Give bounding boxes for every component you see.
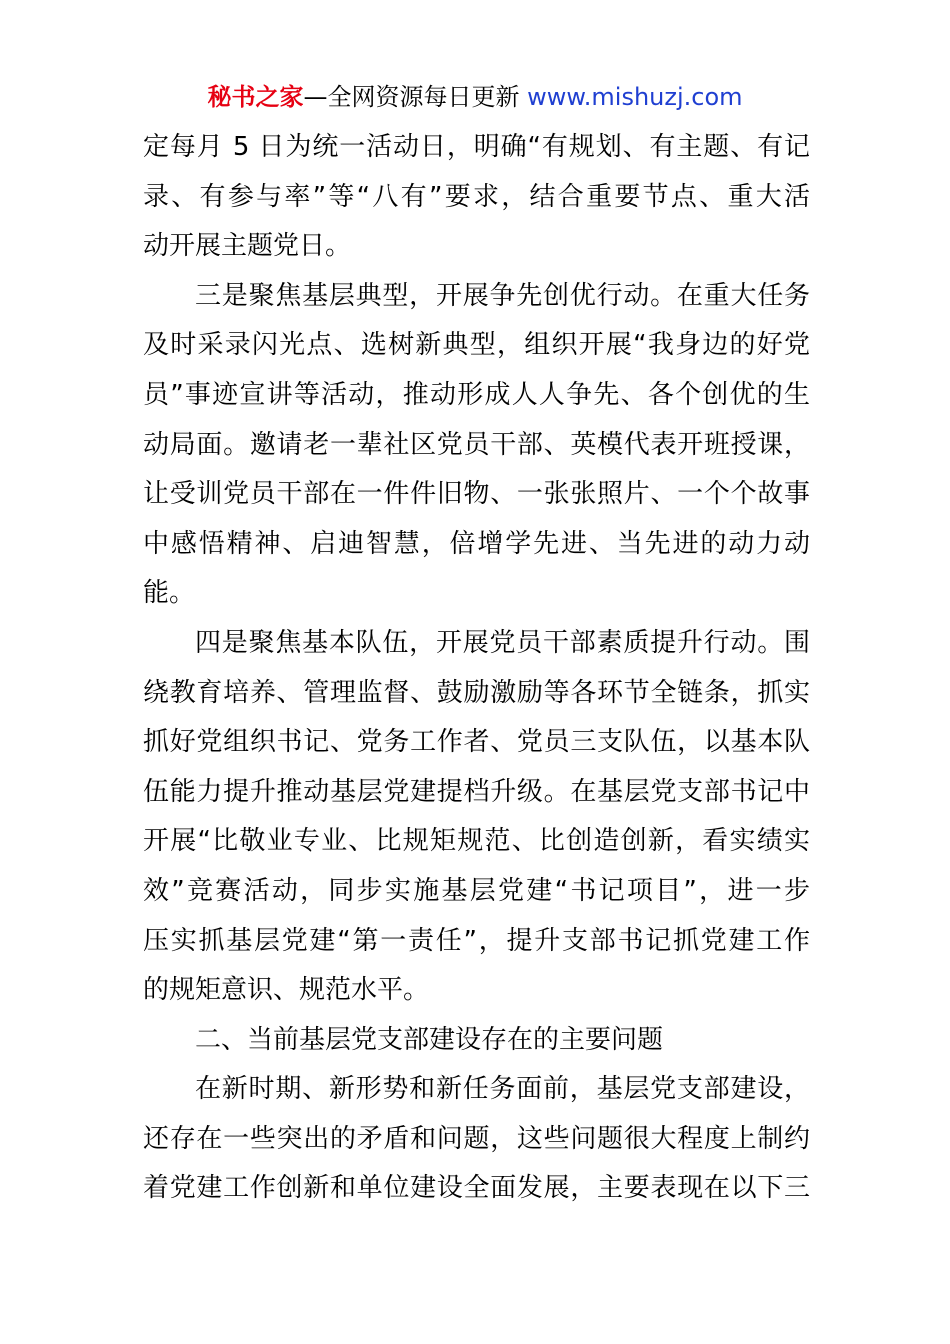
body-line: 及时采录闪光点、选树新典型，组织开展“我身边的好党 [143, 330, 810, 361]
body-line: 中感悟精神、启迪智慧，倍增学先进、当先进的动力动 [143, 528, 810, 559]
body-line: 录、有参与率”等“八有”要求，结合重要节点、重大活 [143, 181, 810, 212]
body-line: 效”竞赛活动，同步实施基层党建“书记项目”，进一步 [143, 875, 810, 906]
site-url-link[interactable]: www.mishuzj.com [527, 83, 743, 111]
body-line: 三是聚焦基层典型，开展争先创优行动。在重大任务 [195, 280, 810, 311]
site-header [0, 80, 950, 114]
body-line: 压实抓基层党建“第一责任”，提升支部书记抓党建工作 [143, 925, 810, 956]
brand-name: 秘书之家 [207, 83, 304, 111]
section-heading: 二、当前基层党支部建设存在的主要问题 [195, 1024, 664, 1055]
body-line: 在新时期、新形势和新任务面前，基层党支部建设， [195, 1074, 810, 1105]
body-line: 抓好党组织书记、党务工作者、党员三支队伍，以基本队 [143, 727, 810, 758]
body-line: 能。 [143, 578, 196, 609]
body-line: 开展“比敬业专业、比规矩规范、比创造创新，看实绩实 [143, 826, 810, 857]
body-line: 还存在一些突出的矛盾和问题，这些问题很大程度上制约 [143, 1123, 810, 1154]
body-line: 伍能力提升推动基层党建提档升级。在基层党支部书记中 [143, 776, 810, 807]
header-tagline: —全网资源每日更新 [303, 83, 528, 111]
body-line: 绕教育培养、管理监督、鼓励激励等各环节全链条，抓实 [143, 677, 810, 708]
body-line: 动开展主题党日。 [143, 231, 352, 262]
document-body [143, 123, 810, 1214]
body-line: 让受训党员干部在一件件旧物、一张张照片、一个个故事 [143, 479, 810, 510]
body-line: 动局面。邀请老一辈社区党员干部、英模代表开班授课， [143, 429, 810, 460]
body-line: 员”事迹宣讲等活动，推动形成人人争先、各个创优的生 [143, 379, 810, 410]
body-line: 定每月 5 日为统一活动日，明确“有规划、有主题、有记 [143, 132, 810, 162]
body-line: 的规矩意识、规范水平。 [143, 975, 430, 1006]
body-line: 着党建工作创新和单位建设全面发展，主要表现在以下三 [143, 1173, 810, 1204]
body-line: 四是聚焦基本队伍，开展党员干部素质提升行动。围 [195, 627, 810, 658]
